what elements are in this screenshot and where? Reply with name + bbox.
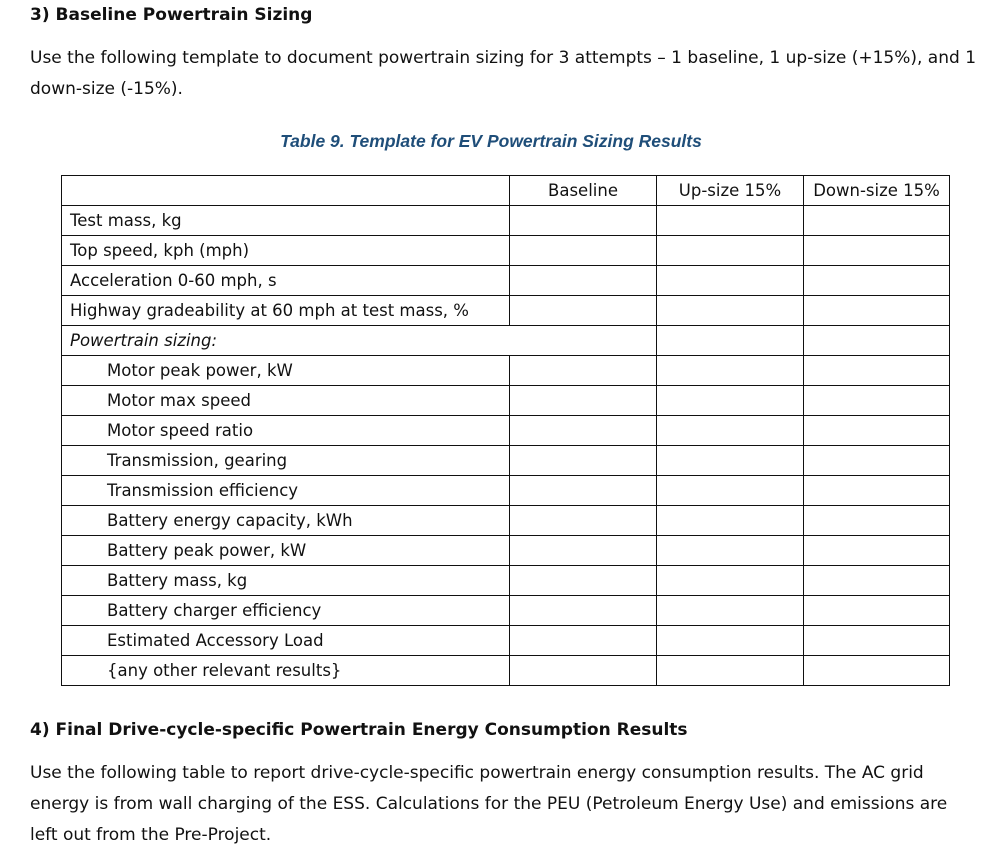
upsize-cell[interactable] — [657, 236, 804, 266]
baseline-cell[interactable] — [510, 536, 657, 566]
downsize-cell — [804, 326, 950, 356]
upsize-cell[interactable] — [657, 446, 804, 476]
upsize-cell[interactable] — [657, 416, 804, 446]
upsize-cell[interactable] — [657, 296, 804, 326]
row-label: Test mass, kg — [62, 206, 510, 236]
downsize-cell[interactable] — [804, 656, 950, 686]
downsize-cell[interactable] — [804, 446, 950, 476]
baseline-cell[interactable] — [510, 206, 657, 236]
downsize-cell[interactable] — [804, 476, 950, 506]
baseline-cell[interactable] — [510, 476, 657, 506]
table-row — [62, 266, 950, 296]
baseline-cell[interactable] — [510, 626, 657, 656]
upsize-cell[interactable] — [657, 626, 804, 656]
upsize-cell[interactable] — [657, 536, 804, 566]
row-label: Transmission efficiency — [62, 476, 510, 506]
row-label: Transmission, gearing — [62, 446, 510, 476]
downsize-cell[interactable] — [804, 416, 950, 446]
table-row — [62, 236, 950, 266]
table-row — [62, 386, 950, 416]
table-caption: Table 9. Template for EV Powertrain Sizing Results — [280, 131, 702, 151]
upsize-cell[interactable] — [657, 356, 804, 386]
table-row — [62, 656, 950, 686]
row-label: Motor peak power, kW — [62, 356, 510, 386]
subsection-label: Powertrain sizing: — [62, 326, 510, 356]
row-label: {any other relevant results} — [62, 656, 510, 686]
section-3-intro: Use the following template to document powertrain sizing for 3 attempts – 1 baseline, 1 up-size (+15%), and 1 down-size (-15%). — [30, 48, 977, 99]
row-label: Estimated Accessory Load — [62, 626, 510, 656]
table-row — [62, 626, 950, 656]
downsize-cell[interactable] — [804, 386, 950, 416]
upsize-cell[interactable] — [657, 596, 804, 626]
row-label: Top speed, kph (mph) — [62, 236, 510, 266]
downsize-cell[interactable] — [804, 206, 950, 236]
upsize-cell[interactable] — [657, 656, 804, 686]
upsize-cell[interactable] — [657, 566, 804, 596]
downsize-cell[interactable] — [804, 296, 950, 326]
baseline-cell[interactable] — [510, 356, 657, 386]
upsize-cell[interactable] — [657, 206, 804, 236]
baseline-cell[interactable] — [510, 266, 657, 296]
table-row — [62, 536, 950, 566]
upsize-cell[interactable] — [657, 266, 804, 296]
header-label-cell — [62, 176, 510, 206]
row-label: Motor speed ratio — [62, 416, 510, 446]
table-row — [62, 296, 950, 326]
row-label: Battery energy capacity, kWh — [62, 506, 510, 536]
table-row — [62, 416, 950, 446]
table-row — [62, 476, 950, 506]
row-label: Motor max speed — [62, 386, 510, 416]
downsize-cell[interactable] — [804, 596, 950, 626]
table-row — [62, 356, 950, 386]
upsize-cell[interactable] — [657, 506, 804, 536]
downsize-cell[interactable] — [804, 566, 950, 596]
section-4-heading: 4) Final Drive-cycle-specific Powertrain Energy Consumption Results — [30, 720, 688, 740]
table-header-row — [62, 176, 950, 206]
header-baseline: Baseline — [510, 176, 657, 206]
section-3-heading: 3) Baseline Powertrain Sizing — [30, 5, 313, 25]
downsize-cell[interactable] — [804, 356, 950, 386]
downsize-cell[interactable] — [804, 236, 950, 266]
baseline-cell[interactable] — [510, 596, 657, 626]
section-4-intro: Use the following table to report drive-cycle-specific powertrain energy consumption results. The AC grid energy is from wall charging of the ESS. Calculations for the PEU (Petroleum Energy Use) and emissions are left out from the Pre-Project. — [30, 763, 948, 845]
table-row — [62, 446, 950, 476]
upsize-cell — [657, 326, 804, 356]
row-label: Battery charger efficiency — [62, 596, 510, 626]
downsize-cell[interactable] — [804, 506, 950, 536]
table-row — [62, 596, 950, 626]
baseline-cell — [510, 326, 657, 356]
upsize-cell[interactable] — [657, 386, 804, 416]
header-upsize: Up-size 15% — [657, 176, 804, 206]
downsize-cell[interactable] — [804, 536, 950, 566]
powertrain-sizing-table — [61, 175, 950, 686]
row-label: Battery mass, kg — [62, 566, 510, 596]
baseline-cell[interactable] — [510, 506, 657, 536]
downsize-cell[interactable] — [804, 626, 950, 656]
baseline-cell[interactable] — [510, 446, 657, 476]
baseline-cell[interactable] — [510, 296, 657, 326]
baseline-cell[interactable] — [510, 566, 657, 596]
table-row — [62, 566, 950, 596]
upsize-cell[interactable] — [657, 476, 804, 506]
row-label: Highway gradeability at 60 mph at test mass, % — [62, 296, 510, 326]
baseline-cell[interactable] — [510, 386, 657, 416]
baseline-cell[interactable] — [510, 656, 657, 686]
baseline-cell[interactable] — [510, 236, 657, 266]
baseline-cell[interactable] — [510, 416, 657, 446]
table-row — [62, 206, 950, 236]
row-label: Acceleration 0-60 mph, s — [62, 266, 510, 296]
header-downsize: Down-size 15% — [804, 176, 950, 206]
row-label: Battery peak power, kW — [62, 536, 510, 566]
downsize-cell[interactable] — [804, 266, 950, 296]
table-row — [62, 506, 950, 536]
table-subheader-row — [62, 326, 950, 356]
